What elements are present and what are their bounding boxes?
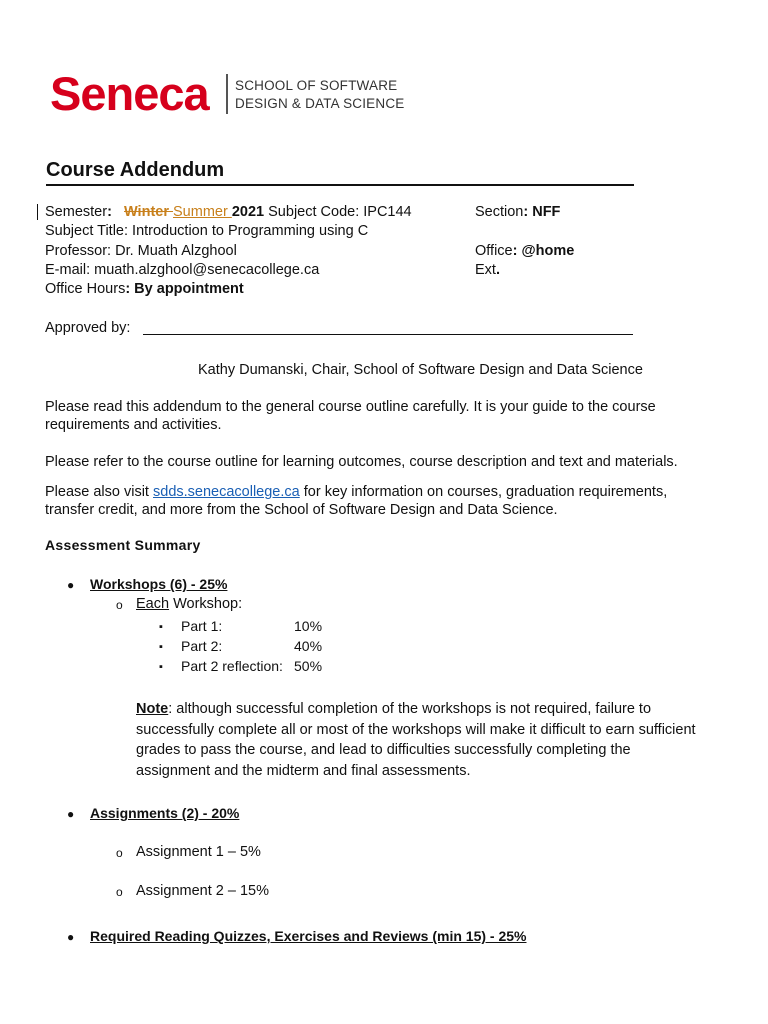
section-label: Section <box>475 204 524 220</box>
workshop-note <box>136 699 696 781</box>
approved-by-label: Approved by: <box>45 320 131 336</box>
logo-divider <box>226 74 228 114</box>
workshops-heading: Workshops (6) - 25% <box>90 576 228 592</box>
office-hours-label: Office Hours <box>45 281 126 297</box>
paragraph-1-line-1: Please read this addendum to the general course outline carefully. It is your guide to the course <box>45 399 656 415</box>
quizzes-heading: Required Reading Quizzes, Exercises and Reviews (min 15) - 25% <box>90 928 527 944</box>
part-2-reflection-name: Part 2 reflection: <box>181 658 283 674</box>
office-value: : @home <box>512 243 575 259</box>
part-2-reflection-bullet: ▪ <box>159 661 163 673</box>
document-title: Course Addendum <box>46 159 225 181</box>
assignments-bullet: ● <box>67 807 75 821</box>
subject-title: Subject Title: Introduction to Programming using C <box>45 223 369 239</box>
quizzes-bullet: ● <box>67 930 75 944</box>
each-workshop-bullet: o <box>116 598 123 612</box>
semester-colon: : <box>107 204 112 220</box>
assessment-summary-heading: Assessment Summary <box>45 537 201 553</box>
subject-code: Subject Code: IPC144 <box>264 204 412 220</box>
section-value: : NFF <box>523 204 561 220</box>
section-line <box>475 203 560 222</box>
part-2-name: Part 2: <box>181 638 223 654</box>
paragraph-3-prefix: Please also visit <box>45 484 153 500</box>
paragraph-3-line-1 <box>45 483 667 502</box>
assignments-heading: Assignments (2) - 20% <box>90 805 240 821</box>
ext-line <box>475 261 500 280</box>
assignment-2: Assignment 2 – 15% <box>136 883 269 899</box>
ext-value: . <box>495 262 500 278</box>
workshops-bullet: ● <box>67 578 75 592</box>
note-line-2: successfully complete all or most of the workshops will make it difficult to earn sufficient <box>136 721 696 738</box>
note-line-4: assignment and the midterm and final assessments. <box>136 762 471 779</box>
assignment-1: Assignment 1 – 5% <box>136 844 261 860</box>
note-line-3: grades to pass the course, and lead to difficulties successfully completing the <box>136 742 631 758</box>
part-1-percent: 10% <box>294 618 323 634</box>
office-label: Office <box>475 243 513 259</box>
part-2-reflection-percent: 50% <box>294 658 323 674</box>
seneca-logo-wordmark: Seneca <box>50 67 209 120</box>
office-hours-value: : By appointment <box>125 281 244 297</box>
paragraph-3-line-2: transfer credit, and more from the School of Software Design and Data Science. <box>45 502 558 518</box>
ext-label: Ext <box>475 262 496 278</box>
signature-line <box>143 334 633 335</box>
chair-line: Kathy Dumanski, Chair, School of Software Design and Data Science <box>198 362 643 378</box>
part-2-percent: 40% <box>294 638 323 654</box>
note-label: Note <box>136 701 169 717</box>
office-hours-line <box>45 280 244 299</box>
each-word: Each <box>136 596 170 612</box>
text-cursor <box>37 204 38 220</box>
email-line: E-mail: muath.alzghool@senecacollege.ca <box>45 262 320 278</box>
paragraph-1-line-2: requirements and activities. <box>45 417 222 433</box>
paragraph-3-suffix: for key information on courses, graduation requirements, <box>299 484 668 500</box>
title-underline <box>46 184 634 186</box>
semester-year: 2021 <box>231 204 265 220</box>
each-workshop-rest: Workshop: <box>169 596 243 612</box>
assignment-1-bullet: o <box>116 846 123 860</box>
logo-school-line2: DESIGN & DATA SCIENCE <box>235 96 405 111</box>
assignment-2-bullet: o <box>116 885 123 899</box>
semester-inserted-text: Summer <box>173 204 232 220</box>
sdds-website-link[interactable]: sdds.senecacollege.ca <box>153 484 300 500</box>
semester-line <box>45 203 412 222</box>
professor-line: Professor: Dr. Muath Alzghool <box>45 243 237 259</box>
paragraph-2: Please refer to the course outline for learning outcomes, course description and text and materials. <box>45 454 678 470</box>
part-1-name: Part 1: <box>181 618 223 634</box>
office-line <box>475 242 574 261</box>
part-1-bullet: ▪ <box>159 621 163 633</box>
note-line-1: Note: although successful completion of the workshops is not required, failure to <box>136 701 652 717</box>
semester-label: Semester <box>45 204 108 220</box>
each-workshop-line <box>136 595 242 614</box>
semester-deleted-text: Winter <box>124 204 174 220</box>
logo-school-line1: SCHOOL OF SOFTWARE <box>235 78 398 93</box>
part-2-bullet: ▪ <box>159 641 163 653</box>
